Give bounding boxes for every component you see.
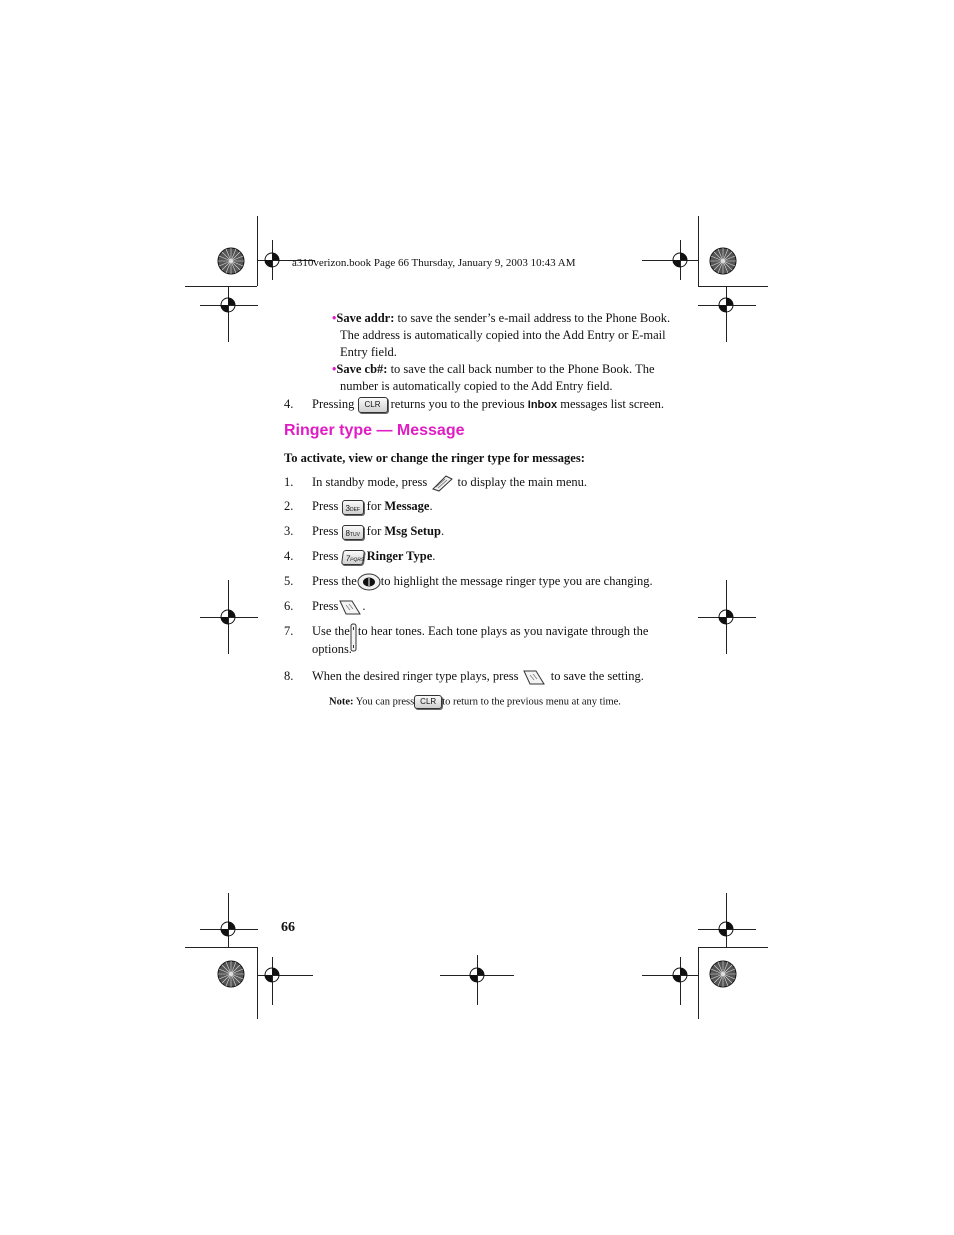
step-text: for xyxy=(366,499,382,513)
bullet-text: The address is automatically copied into the Add Entry or E-mail xyxy=(340,328,666,342)
inbox-label: Inbox xyxy=(527,399,558,411)
bullet-icon: • xyxy=(332,362,337,376)
bullet-text: Entry field. xyxy=(340,345,397,359)
bullet-label: Save addr: xyxy=(336,311,395,325)
step-4: Press 7PQRS Ringer Type. xyxy=(312,549,436,563)
note-text: You can press xyxy=(355,696,415,708)
step-text: to highlight the message ringer type you are changing. xyxy=(380,574,653,588)
step-number: 1. xyxy=(284,475,294,489)
clr-key-icon: CLR xyxy=(358,397,388,413)
step-text: In standby mode, press xyxy=(312,475,428,489)
step-8 xyxy=(312,668,644,686)
step-text: Press xyxy=(312,599,339,613)
page-number: 66 xyxy=(281,920,295,935)
bullet-save-cb xyxy=(332,361,655,395)
note-label: Note: xyxy=(329,696,354,708)
step-pressing-clr xyxy=(312,396,664,414)
step-6: Press . xyxy=(312,598,366,616)
note-text: to return to the previous menu at any time. xyxy=(442,696,621,708)
step-number: 4. xyxy=(284,397,294,411)
step-number: 2. xyxy=(284,499,294,513)
step-number: 5. xyxy=(284,574,294,588)
bullet-icon: • xyxy=(332,311,337,325)
step-text: to display the main menu. xyxy=(457,475,588,489)
step-text: Press xyxy=(312,549,339,563)
note xyxy=(329,695,621,709)
step-text: to hear tones. Each tone plays as you navigate through the xyxy=(357,624,649,638)
bullet-label: Save cb#: xyxy=(336,362,388,376)
step-number: 3. xyxy=(284,524,294,538)
step-text: to save the setting. xyxy=(550,669,644,683)
step-text: Press xyxy=(312,524,339,538)
step-text: Press the xyxy=(312,574,357,588)
step-5 xyxy=(312,573,653,591)
key-8-icon: 8TUV xyxy=(342,525,364,540)
ok-softkey-icon xyxy=(522,668,548,686)
step-7 xyxy=(312,623,648,658)
step-text: Press xyxy=(312,499,339,513)
navigation-key-icon xyxy=(357,573,381,591)
clr-key-icon: CLR xyxy=(414,695,442,709)
bullet-text: to save the call back number to the Phone Book. The xyxy=(387,362,655,376)
section-title: Ringer type — Message xyxy=(284,422,465,439)
step-text: options. xyxy=(312,642,352,656)
key-7-icon: 7PQRS xyxy=(340,550,364,565)
section-intro: To activate, view or change the ringer type for messages: xyxy=(284,451,585,465)
key-3-icon: 3DEF xyxy=(342,500,364,515)
menu-name: Ringer Type xyxy=(366,549,433,563)
step-number: 7. xyxy=(284,624,294,638)
step-2: Press 3DEF for Message. xyxy=(312,499,433,513)
menu-key-icon xyxy=(430,474,454,492)
step-number: 8. xyxy=(284,669,294,683)
book-header-info: a310verizon.book Page 66 Thursday, January 9, 2003 10:43 AM xyxy=(292,257,576,269)
step-text: for xyxy=(366,524,382,538)
menu-name: Message xyxy=(384,499,430,513)
step-text: Pressing xyxy=(312,397,355,411)
bullet-text: number is automatically copied to the Add Entry field. xyxy=(340,379,613,393)
step-text: returns you to the previous xyxy=(390,397,525,411)
bullet-text: to save the sender’s e-mail address to the Phone Book. xyxy=(394,311,671,325)
ok-softkey-icon xyxy=(338,598,362,616)
step-text: When the desired ringer type plays, press xyxy=(312,669,519,683)
bullet-save-addr xyxy=(332,310,670,361)
step-1 xyxy=(312,474,587,492)
step-text: messages list screen. xyxy=(560,397,665,411)
step-text: Use the xyxy=(312,624,350,638)
menu-name: Msg Setup xyxy=(384,524,441,538)
step-3: Press 8TUV for Msg Setup. xyxy=(312,524,445,538)
step-number: 6. xyxy=(284,599,294,613)
step-number: 4. xyxy=(284,549,294,563)
